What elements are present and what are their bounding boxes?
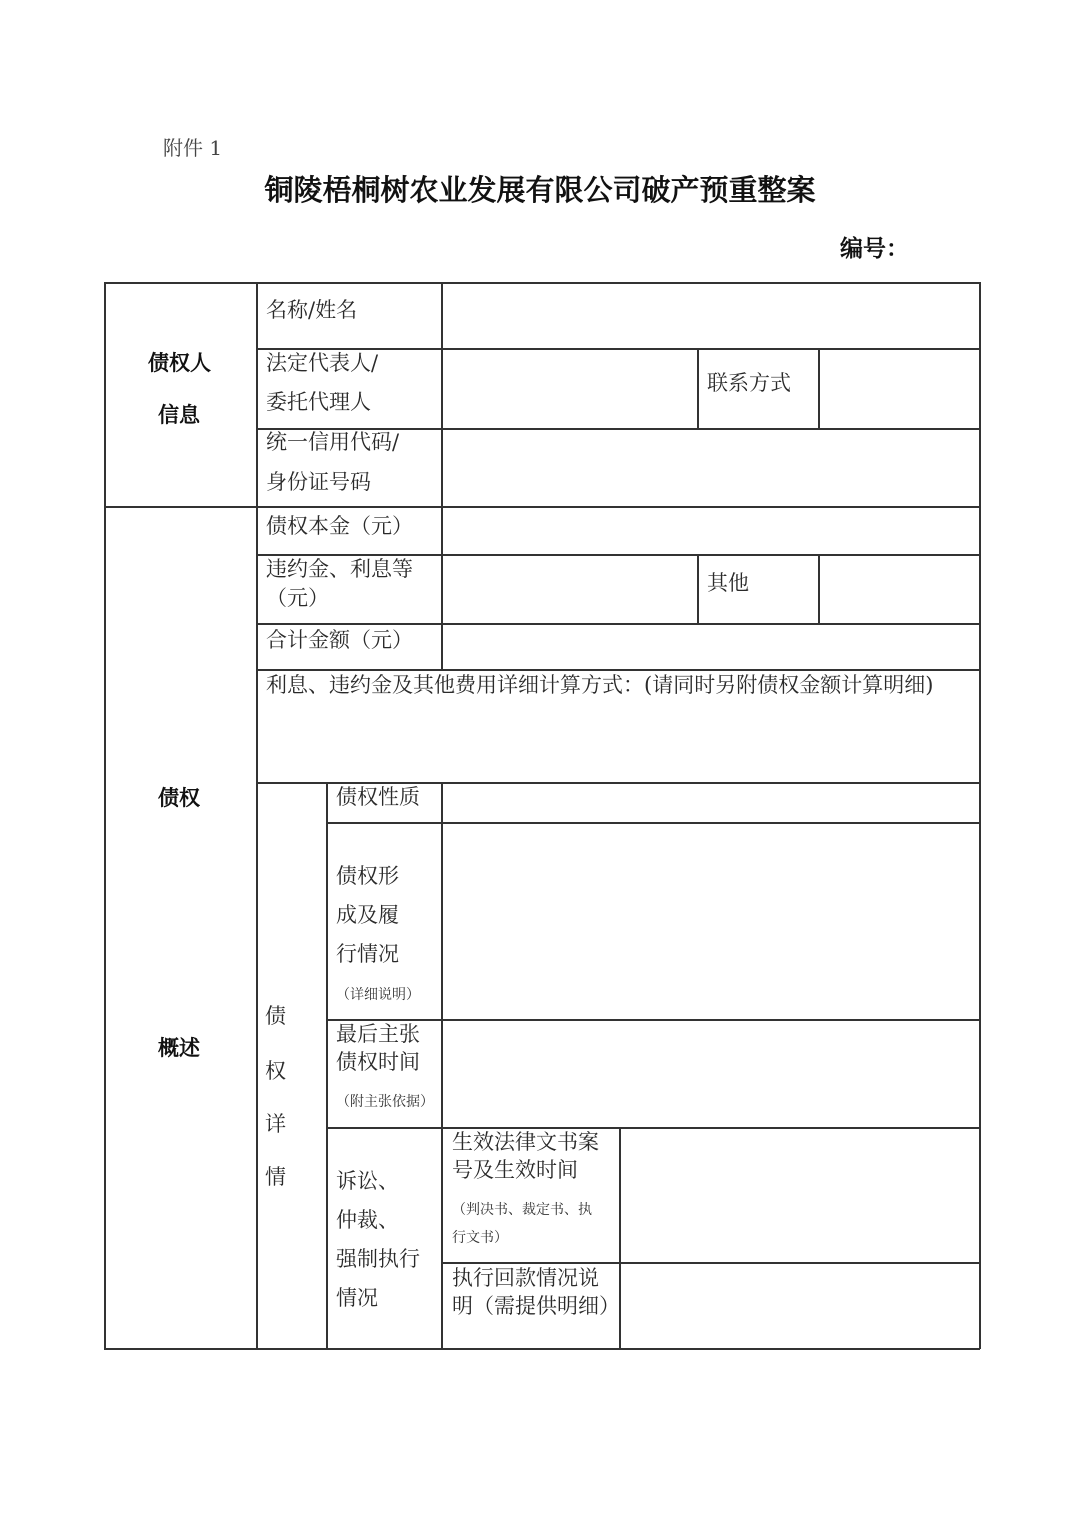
section-claim: 债权 [158,786,200,810]
details-vertical-char: 权 [265,1059,286,1083]
formation-field[interactable] [443,824,978,1018]
penalty-field[interactable] [443,556,696,622]
label-credit-code-line2: 身份证号码 [266,470,371,494]
divider [697,348,699,428]
label-formation-line1: 债权形 [336,864,399,888]
label-judgment-note-line1: （判决书、裁定书、执 [452,1202,592,1218]
divider [326,782,328,1349]
principal-field[interactable] [443,508,978,553]
label-nature: 债权性质 [336,785,420,809]
details-vertical-char: 债 [265,1004,286,1028]
label-credit-code-line1: 统一信用代码/ [266,430,400,454]
legal-rep-field[interactable] [443,350,696,427]
contact-field[interactable] [820,350,978,427]
label-legal-rep-line1: 法定代表人/ [266,351,379,375]
credit-code-field[interactable] [443,430,978,505]
judgment-field[interactable] [621,1129,978,1261]
serial-number-label: 编号： [840,236,909,262]
section-creditor-info-line2: 信息 [158,403,200,427]
label-litigation-line4: 情况 [336,1286,378,1310]
attachment-label: 附件 1 [163,136,223,160]
total-field[interactable] [443,625,978,668]
details-vertical-char: 详 [265,1112,286,1136]
divider [256,282,258,1349]
label-execution-line1: 执行回款情况说 [452,1266,599,1290]
label-calc-method: 利息、违约金及其他费用详细计算方式：(请同时另附债权金额计算明细) [266,673,934,697]
divider [256,669,980,671]
label-other: 其他 [707,571,749,595]
label-formation-line2: 成及履 [336,903,399,927]
label-penalty-line1: 违约金、利息等 [266,557,413,581]
label-principal: 债权本金（元） [266,514,413,538]
name-field[interactable] [443,284,978,347]
label-execution-line2: 明（需提供明细） [452,1294,620,1318]
label-last-claim-line1: 最后主张 [336,1022,420,1046]
table-border-bottom [104,1348,980,1350]
calc-method-field[interactable] [258,700,978,781]
label-total: 合计金额（元） [266,628,413,652]
nature-field[interactable] [443,784,978,821]
other-field[interactable] [820,556,978,622]
label-contact: 联系方式 [707,371,791,395]
section-creditor-info-line1: 债权人 [148,351,211,375]
label-litigation-line1: 诉讼、 [336,1169,399,1193]
label-judgment-note-line2: 行文书） [452,1230,508,1246]
label-formation-line3: 行情况 [336,942,399,966]
table-border-left [104,282,106,1349]
label-penalty-line2: （元） [266,586,329,610]
label-formation-note: （详细说明） [336,987,420,1003]
execution-field[interactable] [621,1264,978,1347]
label-judgment-line2: 号及生效时间 [452,1158,578,1182]
label-litigation-line2: 仲裁、 [336,1208,399,1232]
last-claim-field[interactable] [443,1021,978,1126]
label-legal-rep-line2: 委托代理人 [266,390,371,414]
details-vertical-char: 情 [265,1165,286,1189]
table-border-right [979,282,981,1349]
label-litigation-line3: 强制执行 [336,1247,420,1271]
label-name: 名称/姓名 [266,298,358,322]
label-last-claim-line2: 债权时间 [336,1050,420,1074]
label-judgment-line1: 生效法律文书案 [452,1130,599,1154]
divider [697,554,699,623]
section-overview: 概述 [158,1036,200,1060]
document-title: 铜陵梧桐树农业发展有限公司破产预重整案 [264,173,816,207]
label-last-claim-note: （附主张依据） [336,1094,434,1110]
